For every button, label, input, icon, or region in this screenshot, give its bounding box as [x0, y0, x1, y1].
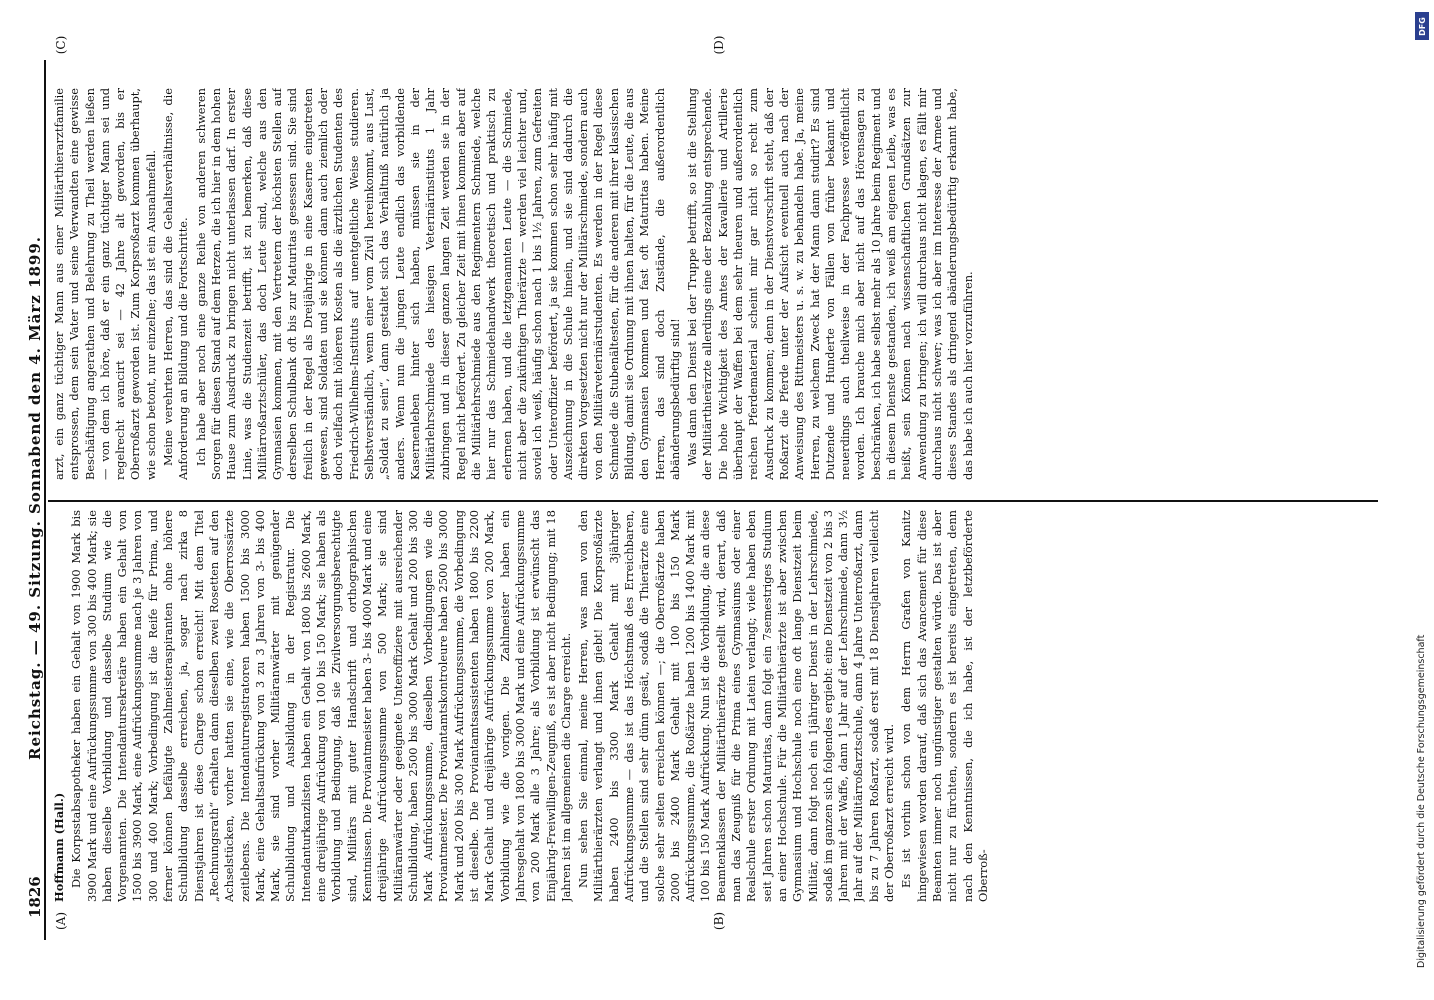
- paragraph: Es ist vorhin schon von dem Herrn Grafen von Kanitz hingewiesen worden darauf, daß sich das Avancement für diese Beamten immer noch ungünstiger gestalten würde. Das ist aber nicht nur zu fürchten, sondern es ist bereits eingetreten, denn nach den Kenntnissen, die ich habe, ist der letztbeförderte Oberroß-: [899, 510, 990, 902]
- right-column: [52, 88, 1372, 480]
- paragraph: arzt, ein ganz tüchtiger Mann aus einer Militärthierarztfamilie entsprossen, dem sein Vater und seine Verwandten eine gewisse Beschäftigung angerathen und Belehrung zu Theil werden ließen — von dem ich höre, daß er ein ganz tüchtiger Mann sei und regelrecht avancirt sei — 42 Jahre alt geworden, bis er Oberroßarzt geworden ist. Zum Korpsroßarzt kommen überhaupt, wie schon betont, nur einzelne; das ist ein Ausnahmefall.: [52, 88, 158, 480]
- paragraph: Die Korpsstabsapotheker haben ein Gehalt von 1900 Mark bis 3900 Mark und eine Aufrückungssumme von 300 bis 400 Mark; sie haben dieselbe Vorbildung und dasselbe Studium wie die Vorgenannten. Die Intendantursekretäre haben ein Gehalt von 1500 bis 3900 Mark, eine Aufrückungssumme nach je 3 Jahren von 300 und 400 Mark; Vorbedingung ist die Reife für Prima, und ferner können befähigte Zahlmeisteraspiranten ohne höhere Schulbildung dasselbe erreichen, ja, sogar nach zirka 8 Dienstjahren ist diese Charge schon erreicht! Mit dem Titel „Rechnungsrath“ erhalten dann dieselben zwei Rosetten auf den Achselstücken, vorher hatten sie eine, wie die Oberrossärzte zeitlebens. Die Intendanturregistratoren haben 1500 bis 3000 Mark, eine Gehaltsaufrückung von 3 zu 3 Jahren von 3- bis 400 Mark, sie sind vorher Militäranwärter mit genügender Schulbildung und Ausbildung in der Registratur. Die Intendanturkanzlisten haben ein Gehalt von 1800 bis 2600 Mark, eine dreijährige Aufrückung von 100 bis 150 Mark; sie haben als Vorbildung und Bedingung, daß sie Zivilversorgungsberechtigte sind, Militärs mit guter Handschrift und orthographischen Kenntnissen. Die Proviantmeister haben 3- bis 4000 Mark und eine dreijährige Aufrückungssumme von 500 Mark; sie sind Militäranwärter oder geeignete Unteroffiziere mit ausreichender Schulbildung, haben 2500 bis 3000 Mark Gehalt und 200 bis 300 Mark Aufrückungssumme, dieselben Vorbedingungen wie die Proviantmeister. Die Proviantamtskontroleure haben 2500 bis 3000 Mark und 200 bis 300 Mark Aufrückungssumme, die Vorbedingung ist dieselbe. Die Proviantamtsassistenten haben 1800 bis 2200 Mark Gehalt und dreijährige Aufrückungssumme von 200 Mark, Vorbildung wie die vorigen. Die Zahlmeister haben ein Jahresgehalt von 1800 bis 3000 Mark und eine Aufrückungssumme von 200 Mark alle 3 Jahre; als Vorbildung ist erwünscht das Einjährig-Freiwilligen-Zeugniß, es ist aber nicht Bedingung; mit 18 Jahren ist im allgemeinen die Charge erreicht.: [69, 510, 573, 902]
- dfg-logo-label: DFG: [1417, 16, 1427, 36]
- left-column: [52, 510, 1372, 902]
- page-title: Reichstag. — 49. Sitzung. Sonnabend den 4. März 1899.: [26, 235, 44, 761]
- column-divider: [48, 500, 1378, 502]
- margin-marker-a: (A): [54, 911, 68, 931]
- margin-marker-c: (C): [54, 35, 68, 55]
- page-number: 1826: [26, 876, 44, 918]
- paragraph: Nun sehen Sie einmal, meine Herren, was man von den Militärthierärzten verlangt und ihnen giebt! Die Korpsroßärzte haben 2400 bis 3300 Mark Gehalt mit 3jähriger Aufrückungssumme — das ist das Höchstmaß des Erreichbaren, und die Stellen sind sehr dünn gesät, sodaß die Thierärzte eine solche sehr selten erreichen können —; die Oberroßärzte haben 2000 bis 2400 Mark Gehalt mit 100 bis 150 Mark Aufrückungssumme, die Roßärzte haben 1200 bis 1400 Mark mit 100 bis 150 Mark Aufrückung. Nun ist die Vorbildung, die an diese Beamtenklassen der Militärthierärzte gestellt wird, derart, daß man das Zeugniß für die Prima eines Gymnasiums oder einer Realschule erster Ordnung mit Latein verlangt; viele haben eben seit Jahren schon Maturitas, dann folgt ein 7semestriges Studium an einer Hochschule. Für die Militärthierärzte ist aber zwischen Gymnasium und Hochschule noch eine oft lange Dienstzeit beim Militär, dann folgt noch ein 1jähriger Dienst in der Lehrschmiede, sodaß im ganzen sich folgendes ergiebt: eine Dienstzeit von 2 bis 3 Jahren mit der Waffe, dann 1 Jahr auf der Lehrschmiede, dann 3½ Jahr auf der Militärroßarztschule, dann 4 Jahre Unterroßarzt, dann bis zu 7 Jahren Roßarzt, sodaß erst mit 18 Dienstjahren vielleicht der Oberroßarzt erreicht wird.: [576, 510, 897, 902]
- credit-text: Digitalisierung gefördert durch die Deutsche Forschungsgemeinschaft: [1416, 634, 1427, 968]
- margin-marker-b: (B): [712, 911, 726, 931]
- header-rule: [44, 60, 46, 940]
- digitization-credit: [1410, 8, 1434, 998]
- dfg-logo: [1415, 12, 1429, 40]
- paragraph: Ich habe aber noch eine ganze Reihe von anderen schweren Sorgen für diesen Stand auf dem Herzen, die ich hier in dem hohen Hause zum Ausdruck zu bringen nicht unterlassen darf. In erster Linie, was die Studienzeit betrifft, ist zu bemerken, daß diese Militärroßarztschüler, das doch Leute sind, welche aus den Gymnasien kommen, mit den Vertretern der höchsten Stellen auf derselben Schulbank oft bis zur Maturitas gesessen sind. Sie sind freilich in der Regel als Dreijährige in eine Kaserne eingetreten gewesen, sind Soldaten und sie können dann auch ziemlich oder doch vielfach mit höheren Kosten als die ärztlichen Studenten des Friedrich-Wilhelms-Instituts auf unentgeltliche Weise studieren. Selbstverständlich, wenn einer vom Zivil hereinkommt, aus Lust, „Soldat zu sein“, dann gestaltet sich das Verhältniß natürlich ja anders. Wenn nun die jungen Leute endlich das vorbildende Kasernenleben hinter sich haben, müssen sie in der Militärlehrschmiede des hiesigen Veterinärinstituts 1 Jahr zubringen und in dieser ganzen langen Zeit werden sie in der Regel nicht befördert. Zu gleicher Zeit mit ihnen kommen aber auf die Militärlehrschmiede aus den Regimentern Schmiede, welche hier nur das Schmiedehandwerk theoretisch und praktisch zu erlernen haben, und die letztgenannten Leute — die Schmiede, nicht aber die zukünftigen Thierärzte — werden viel leichter und, soviel ich weiß, häufig schon nach 1 bis 1½ Jahren, zum Gefreiten oder Unteroffizier befördert, ja sie kommen schon sehr häufig mit Auszeichnung in die Schule hinein, und sie sind dadurch die direkten Vorgesetzten nicht nur der Militärschmiede, sondern auch von den Militärveterinärstudenten. Es werden in der Regel diese Schmiede die Stubenältesten, für die anderen mit ihrer klassischen Bildung, damit sie Ordnung mit ihnen halten, für die Leute, die aus den Gymnasien kommen und fast oft Maturitas haben. Meine Herren, das sind doch Zustände, die außerordentlich abänderungsbedürftig sind!: [193, 88, 682, 480]
- rotated-newspaper-page: [0, 20, 1400, 980]
- paragraph: Was dann den Dienst bei der Truppe betrifft, so ist die Stellung der Militärthierärzte allerdings eine der Bezahlung entsprechende. Die hohe Wichtigkeit des Amtes der Kavallerie und Artillerie überhaupt der Waffen bei dem sehr theuren und außerordentlich reichen Pferdematerial scheint mir gar nicht so recht zum Ausdruck zu kommen; denn in der Dienstvorschrift steht, daß der Roßarzt die Pferde unter der Aufsicht eventuell auch nach der Anweisung des Rittmeisters u. s. w. zu behandeln habe. Ja, meine Herren, zu welchem Zweck hat der Mann dann studirt? Es sind Dutzende und Hunderte von Fällen von früher bekannt und neuerdings auch theilweise in der Fachpresse veröffentlicht worden. Ich brauche mich aber nicht auf das Hörensagen zu beschränken, ich habe selbst mehr als 10 Jahre beim Regiment und in diesem Dienste gestanden, ich weiß am eigenen Leibe, was es heißt, sein Können nach wissenschaftlichen Grundsätzen zur Anwendung zu bringen; ich will durchaus nicht klagen, es fällt mir durchaus nicht schwer; was ich aber im Interesse der Armee und dieses Standes als dringend abänderungsbedürftig erkannt habe, das habe ich auch hier vorzuführen.: [685, 88, 975, 480]
- speaker-name: Hoffmann (Hall.): [52, 792, 66, 902]
- margin-marker-d: (D): [712, 35, 726, 55]
- paragraph: Meine verehrten Herren, das sind die Gehaltsverhältnisse, die Anforderung an Bildung und die Fortschritte.: [161, 88, 191, 480]
